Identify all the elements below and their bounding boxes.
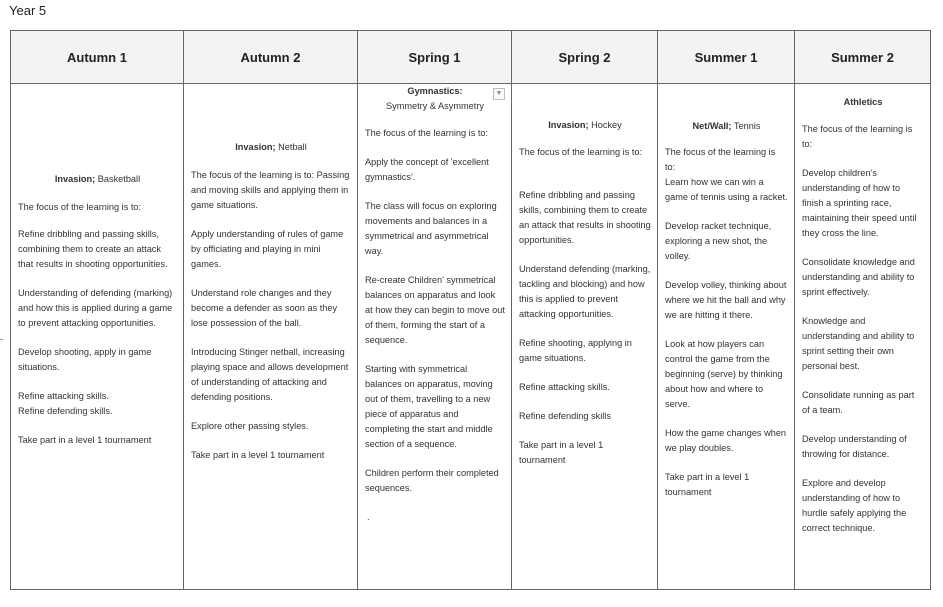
chevron-down-icon[interactable]: ▼ <box>493 88 505 100</box>
topic-subtitle: Symmetry & Asymmetry <box>385 101 484 111</box>
list-item: Starting with symmetrical balances on apparatus, moving out of them, travelling to a new piece of apparatus and completing the start and middle section of a sequence. <box>365 364 493 449</box>
list-item: How the game changes when we play doubles. <box>665 428 787 453</box>
list-item: Develop volley, thinking about where we hit the ball and why we are hitting it there. <box>665 280 787 320</box>
header-spring-2[interactable]: Spring 2 <box>512 31 658 84</box>
page-label: Year 5 <box>9 3 47 18</box>
list-item: Look at how players can control the game from the beginning (serve) by thinking about how and where to serve. <box>665 339 783 409</box>
list-item: Explore and develop understanding of how to hurdle safely applying the correct technique. <box>802 478 907 533</box>
list-item: Refine attacking skills. <box>519 382 610 392</box>
list-item: The focus of the learning is to: <box>519 147 643 157</box>
list-item: The focus of the learning is to: <box>802 124 913 149</box>
list-item: Understanding of defending (marking) and how this is applied during a game to prevent attacking opportunities. <box>18 288 173 328</box>
topic-type: Net/Wall; <box>692 121 732 131</box>
list-item: Develop children's understanding of how to finish a sprinting race, maintaining their speed until they cross the line. <box>802 168 917 238</box>
cell-autumn-1[interactable] <box>11 84 184 590</box>
list-item: Refine dribbling and passing skills, combining them to create an attack that results in shooting opportunities. <box>18 229 168 269</box>
list-item: Develop understanding of throwing for distance. <box>802 434 907 459</box>
topic-sport: Netball <box>275 142 307 152</box>
list-item: The focus of the learning is to: <box>365 128 489 138</box>
topic-heading <box>802 95 924 110</box>
header-summer-2[interactable]: Summer 2 <box>795 31 931 84</box>
list-item: Knowledge and understanding and ability to sprint setting their own personal best. <box>802 316 915 371</box>
list-item: Introducing Stinger netball, increasing playing space and allows development of understanding of attacking and defending positions. <box>191 347 349 402</box>
header-row <box>11 31 931 84</box>
cell-autumn-2[interactable] <box>184 84 358 590</box>
list-item: Take part in a level 1 tournament <box>18 435 152 445</box>
list-item: Take part in a level 1 tournament <box>665 472 750 497</box>
list-item: The focus of the learning is to: <box>18 202 142 212</box>
header-autumn-1[interactable]: Autumn 1 <box>11 31 184 84</box>
header-autumn-2[interactable]: Autumn 2 <box>184 31 358 84</box>
list-item: The focus of the learning is to: Passing and moving skills and applying them in game situations. <box>191 170 350 210</box>
list-item: Refine defending skills. <box>18 406 113 416</box>
list-item: Refine shooting, applying in game situations. <box>519 338 632 363</box>
cell-summer-2[interactable] <box>795 84 931 590</box>
list-item: Apply the concept of 'excellent gymnastics'. <box>365 157 489 182</box>
header-summer-1[interactable]: Summer 1 <box>658 31 795 84</box>
topic-type: Invasion; <box>235 142 276 152</box>
list-item: Develop racket technique, exploring a new shot, the volley. <box>665 221 772 261</box>
content-row <box>11 84 931 590</box>
topic-sport: Basketball <box>95 174 141 184</box>
list-item: The focus of the learning is to: <box>665 147 776 172</box>
list-item: . <box>367 512 370 522</box>
topic-title: Athletics <box>843 97 883 107</box>
topic-sport: Hockey <box>588 120 622 130</box>
topic-heading <box>18 172 177 187</box>
list-item: Take part in a level 1 tournament <box>519 440 604 465</box>
list-item: Refine defending skills <box>519 411 611 421</box>
list-item: Develop shooting, apply in game situations. <box>18 347 152 372</box>
topic-title: Gymnastics: <box>407 86 463 96</box>
curriculum-table <box>10 30 931 590</box>
list-item: Understand defending (marking, tackling and blocking) and how this is applied to prevent attacking opportunities. <box>519 264 651 319</box>
header-spring-1[interactable]: Spring 1 <box>358 31 512 84</box>
list-item: Learn how we can win a game of tennis using a racket. <box>665 177 788 202</box>
cell-spring-2[interactable] <box>512 84 658 590</box>
list-item: Consolidate running as part of a team. <box>802 390 915 415</box>
topic-heading <box>365 84 505 114</box>
list-item: The class will focus on exploring movements and balances in a symmetrical and asymmetrical way. <box>365 201 497 256</box>
list-item: Refine dribbling and passing skills, combining them to create an attack that results in shooting opportunities. <box>519 190 651 245</box>
list-item: Re-create Children' symmetrical balances on apparatus and look at how they can begin to move out of them, forming the start of a sequence. <box>365 275 505 345</box>
topic-type: Invasion; <box>548 120 589 130</box>
topic-type: Invasion; <box>54 174 96 184</box>
list-item: Consolidate knowledge and understanding and ability to sprint effectively. <box>802 257 915 297</box>
list-item: Take part in a level 1 tournament <box>191 450 325 460</box>
list-item: Explore other passing styles. <box>191 421 309 431</box>
topic-sport: Tennis <box>731 121 761 131</box>
cell-spring-1[interactable] <box>358 84 512 590</box>
stray-mark: - <box>0 334 3 344</box>
topic-heading <box>519 118 651 133</box>
list-item: Apply understanding of rules of game by officiating and playing in mini games. <box>191 229 344 269</box>
list-item: Refine attacking skills. <box>18 391 109 401</box>
topic-heading <box>191 140 351 155</box>
list-item: Understand role changes and they become a defender as soon as they lose possession of the ball. <box>191 288 338 328</box>
list-item: Children perform their completed sequences. <box>365 468 499 493</box>
cell-summer-1[interactable] <box>658 84 795 590</box>
topic-heading <box>665 119 788 134</box>
